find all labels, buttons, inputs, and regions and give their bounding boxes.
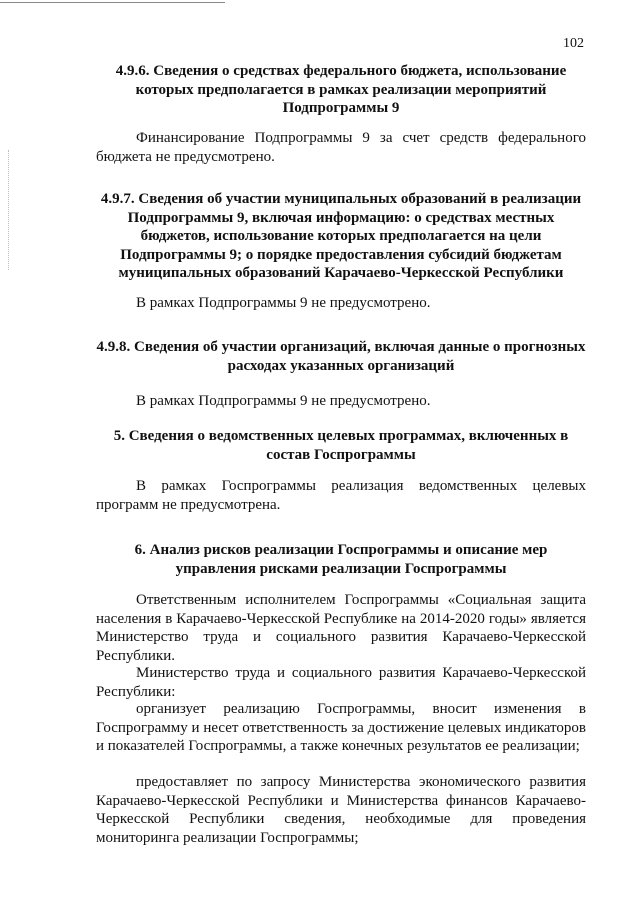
paragraph-6-3: организует реализацию Госпрограммы, вносит изменения в Госпрограмму и несет ответственность за достижение целевых индикаторов и показателей Госпрограммы, а также конечных результатов ее реализации;: [96, 701, 586, 754]
paragraph-4-9-7: В рамках Подпрограммы 9 не предусмотрено.: [136, 295, 431, 311]
heading-4-9-6: 4.9.6. Сведения о средствах федерального бюджета, использование которых предполагается в рамках реализации мероприятий Подпрограммы 9: [115, 63, 567, 116]
paragraph-4-9-6: Финансирование Подпрограммы 9 за счет средств федерального бюджета не предусмотрено.: [96, 130, 586, 165]
heading-5: 5. Сведения о ведомственных целевых программах, включенных в состав Госпрограммы: [113, 428, 569, 463]
scan-margin-marks: [8, 150, 11, 270]
heading-4-9-7: 4.9.7. Сведения об участии муниципальных образований в реализации Подпрограммы 9, включая информацию: о средствах местных бюджетов, использование которых предполагается на цели Подпрограммы 9; о порядке предоставления субсидий бюджетам муниципальных образований Карачаево-Черкесской Республики: [100, 191, 582, 281]
paragraph-6-2: Министерство труда и социального развития Карачаево-Черкесской Республики:: [96, 665, 586, 700]
scan-top-rule: [0, 2, 225, 3]
paragraph-6-1: Ответственным исполнителем Госпрограммы «Социальная защита населения в Карачаево-Черкесской Республике на 2014-2020 годы» является Министерство труда и социального развития Карачаево-Черкесской Республики.: [96, 592, 586, 664]
paragraph-5: В рамках Госпрограммы реализация ведомственных целевых программ не предусмотрена.: [96, 478, 586, 513]
heading-6: 6. Анализ рисков реализации Госпрограммы и описание мер управления рисками реализации Госпрограммы: [134, 542, 548, 577]
paragraph-4-9-8: В рамках Подпрограммы 9 не предусмотрено.: [136, 393, 431, 409]
page-number: 102: [563, 36, 584, 51]
paragraph-6-4: предоставляет по запросу Министерства экономического развития Карачаево-Черкесской Республики и Министерства финансов Карачаево-Черкесской Республики сведения, необходимые для проведения мониторинга реализации Госпрограммы;: [96, 774, 586, 846]
heading-4-9-8: 4.9.8. Сведения об участии организаций, включая данные о прогнозных расходах указанных организаций: [96, 339, 586, 374]
